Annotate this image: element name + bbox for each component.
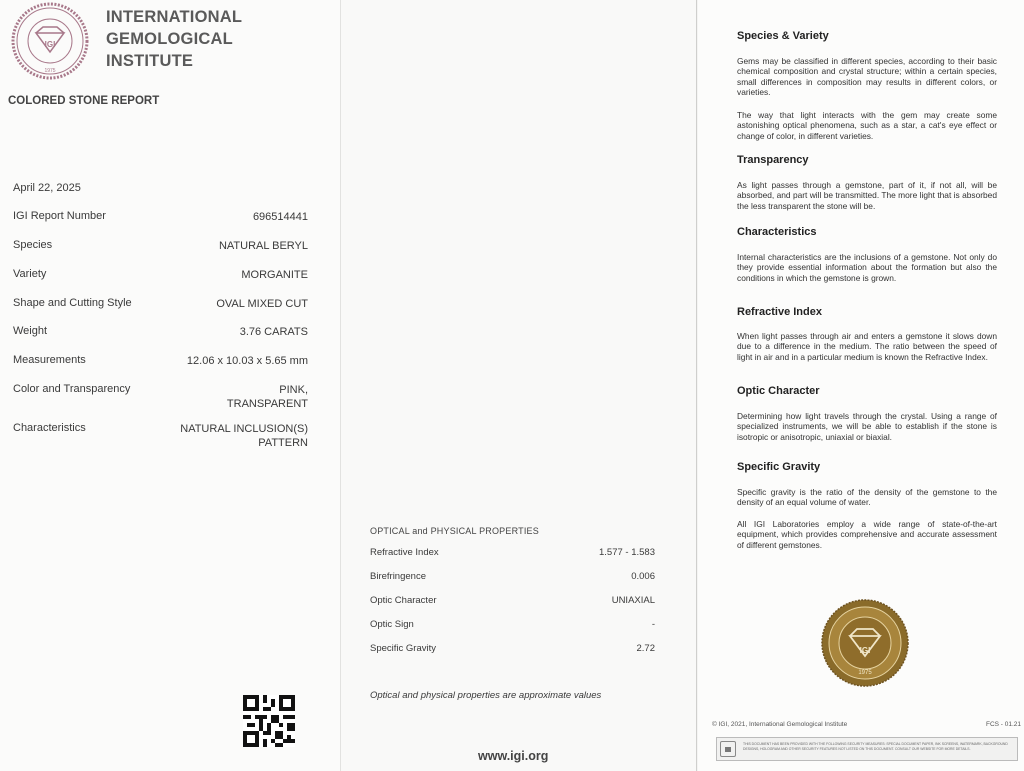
security-notice [716, 737, 1018, 761]
svg-text:IGI: IGI [44, 40, 56, 49]
field-value: MORGANITE [241, 269, 308, 281]
section-paragraph: All IGI Laboratories employ a wide range of state-of-the-art equipment, which provides comprehensive and accurate assessment of different gemstones. [737, 519, 997, 550]
section-title: Optic Character [737, 385, 820, 397]
field-label: Shape and Cutting Style [13, 297, 132, 309]
security-notice-text: THIS DOCUMENT HAS BEEN PROVIDED WITH THE FOLLOWING SECURITY MEASURES: SPECIAL DOCUMENT PAPER, INK SCREENS, WATERMARK, BACKGROUND DESIGNS, HOLOGRAM AND OTHER SECURITY FEATURES NOT LISTED ON THIS DOCUMENT. CONSULT OUR WEBSITE FOR MORE DETAILS. [743, 742, 1008, 751]
section-paragraph: Determining how light travels through the crystal. Using a range of specialized instruments, we will be able to establish if the stone is isotropic or anisotropic, uniaxial or biaxial. [737, 411, 997, 442]
section-paragraph: Internal characteristics are the inclusions of a gemstone. Not only do they provide essential information about the formation but also the conditions in which the gemstone is grown. [737, 252, 997, 283]
optical-value: 0.006 [631, 571, 655, 582]
security-lock-icon [720, 741, 736, 757]
optical-value: - [651, 619, 655, 630]
optical-value: UNIAXIAL [611, 595, 655, 606]
field-value: OVAL MIXED CUT [216, 298, 308, 310]
section-paragraph: Specific gravity is the ratio of the density of the gemstone to the density of an equal volume of water. [737, 487, 997, 508]
properties-panel [340, 0, 697, 771]
field-value: PINK, TRANSPARENT [226, 384, 308, 410]
field-value: NATURAL BERYL [218, 240, 308, 252]
org-name [106, 6, 242, 72]
qr-code-icon[interactable] [243, 695, 295, 747]
copyright-text: © IGI, 2021, International Gemological Institute [712, 721, 848, 728]
section-title: Refractive Index [737, 306, 822, 318]
igi-gold-seal-icon [820, 598, 910, 688]
field-value: 696514441 [252, 211, 308, 223]
svg-text:IGI: IGI [859, 646, 871, 655]
field-label: IGI Report Number [13, 210, 106, 222]
igi-seal-icon [5, 2, 95, 80]
field-label: Weight [13, 325, 48, 337]
field-label: Species [13, 239, 53, 251]
field-label: Variety [13, 268, 47, 280]
section-title: Transparency [737, 154, 809, 166]
optical-label: Birefringence [370, 571, 426, 582]
report-title: COLORED STONE REPORT [8, 95, 160, 107]
svg-text:1975: 1975 [858, 670, 872, 676]
svg-text:1975: 1975 [44, 68, 56, 74]
section-title: Species & Variety [737, 30, 829, 42]
section-title: Specific Gravity [737, 461, 821, 473]
section-paragraph: The way that light interacts with the gem may create some astonishing optical phenomena, such as a star, a cat's eye effect or change of color, in different varieties. [737, 110, 997, 141]
field-label: Color and Transparency [13, 383, 131, 395]
optical-label: Optic Character [370, 595, 437, 606]
optical-heading: OPTICAL and PHYSICAL PROPERTIES [370, 526, 539, 536]
optical-value: 2.72 [636, 643, 655, 654]
report-panel [0, 0, 340, 771]
org-line: INSTITUTE [106, 52, 194, 70]
section-paragraph: Gems may be classified in different species, according to their basic chemical composition and crystal structure; within a certain species, small differences in composition may results in different colors, or varieties. [737, 56, 997, 98]
form-code: FCS - 01.21 [986, 721, 1022, 728]
optical-label: Refractive Index [370, 547, 439, 558]
optical-label: Optic Sign [370, 619, 414, 630]
field-value: 12.06 x 10.03 x 5.65 mm [186, 355, 308, 367]
section-paragraph: When light passes through air and enters a gemstone it slows down due to a difference in the medium. The ratio between the speed of light in air and in a particular medium is known the Refractive Index. [737, 331, 997, 362]
optical-note: Optical and physical properties are approximate values [370, 690, 602, 701]
org-line: INTERNATIONAL [106, 8, 243, 26]
optical-value: 1.577 - 1.583 [599, 547, 655, 558]
field-value: NATURAL INCLUSION(S) PATTERN [180, 423, 308, 449]
section-title: Characteristics [737, 226, 817, 238]
website-link[interactable]: www.igi.org [478, 749, 549, 763]
optical-label: Specific Gravity [370, 643, 436, 654]
section-paragraph: As light passes through a gemstone, part of it, if not all, will be absorbed, and part will be transmitted. The more light that is absorbed the less transparent the stone will be. [737, 180, 997, 211]
field-value: 3.76 CARATS [239, 326, 308, 338]
field-label: Characteristics [13, 422, 86, 434]
org-line: GEMOLOGICAL [106, 30, 233, 48]
field-label: Measurements [13, 354, 86, 366]
report-date-text: April 22, 2025 [13, 182, 81, 194]
